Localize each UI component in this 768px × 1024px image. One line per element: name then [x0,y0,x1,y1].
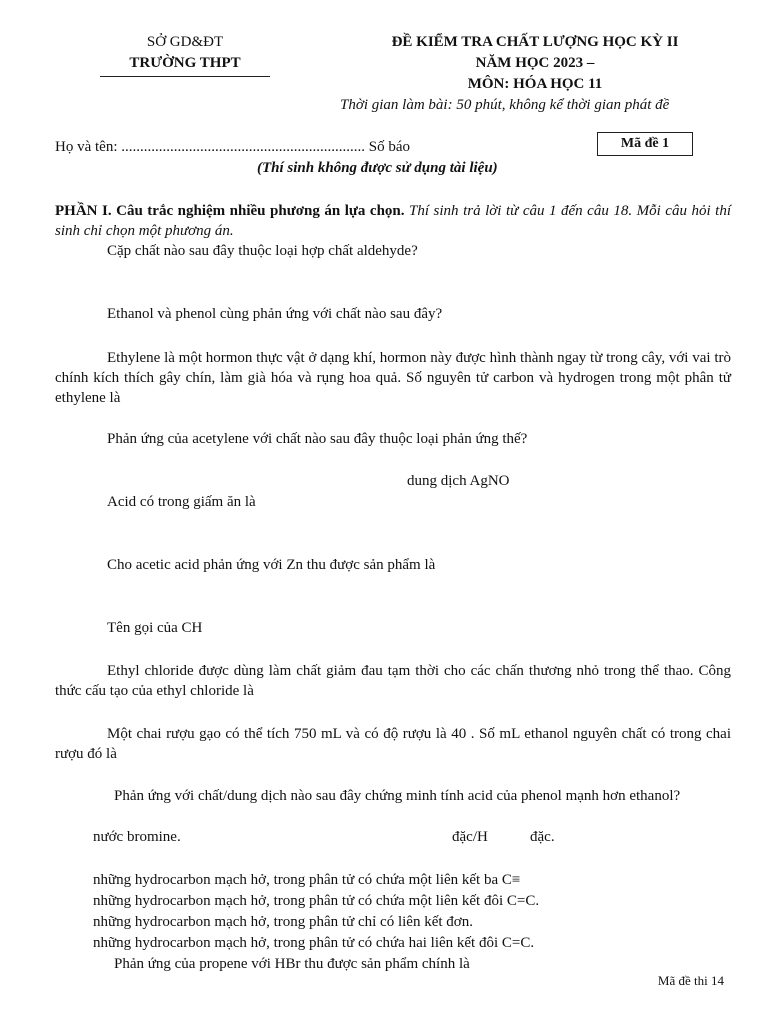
question-11-option: những hydrocarbon mạch hở, trong phân tử chỉ có liên kết đơn. [93,914,473,930]
question-11-option: những hydrocarbon mạch hở, trong phân tử có chứa một liên kết đôi C=C. [93,893,540,909]
school-name: TRƯỜNG THPT [129,55,241,71]
exam-title: ĐỀ KIỂM TRA CHẤT LƯỢNG HỌC KỲ II [391,34,679,50]
question-10-option-c: đặc. [530,829,555,845]
question-10: Phản ứng với chất/dung dịch nào sau đây chứng minh tính acid của phenol mạnh hơn ethanol? [114,788,681,804]
question-8: Ethyl chloride được dùng làm chất giảm đau tạm thời cho các chấn thương nhỏ trong thể thao. Công thức cấu tạo của ethyl chloride là [55,663,731,699]
question-4: Phản ứng của acetylene với chất nào sau đây thuộc loại phản ứng thế? [107,431,528,447]
question-10-option-b: đặc/H [452,829,488,845]
question-11-option: những hydrocarbon mạch hở, trong phân tử có chứa một liên kết ba C≡ [93,872,521,888]
department-name: SỞ GD&ĐT [146,34,224,50]
question-3: Ethylene là một hormon thực vật ở dạng khí, hormon này được hình thành ngay từ trong cây, với vai trò chính kích thích gây chín, làm già hóa và rụng hoa quả. Số nguyên tử carbon và hydrogen trong một phân tử ethylene là [55,350,731,406]
question-4-option: dung dịch AgNO [407,473,510,489]
header-divider [100,76,270,77]
question-6: Cho acetic acid phản ứng với Zn thu được sản phẩm là [107,557,436,573]
question-12: Phản ứng của propene với HBr thu được sản phẩm chính là [114,956,470,972]
no-materials-notice: (Thí sinh không được sử dụng tài liệu) [257,160,498,176]
question-7: Tên gọi của CH [107,620,203,636]
part1-title: PHẦN I. Câu trắc nghiệm nhiều phương án lựa chọn. [55,203,405,219]
candidate-name-field: Họ và tên: ................................................................. Số báo [55,139,410,155]
question-5: Acid có trong giấm ăn là [107,494,256,510]
part1-heading [55,201,731,241]
question-2: Ethanol và phenol cùng phản ứng với chất nào sau đây? [107,306,443,322]
school-year: NĂM HỌC 2023 – [475,55,595,71]
question-10-option-a: nước bromine. [93,829,181,845]
question-9: Một chai rượu gạo có thể tích 750 mL và có độ rượu là 40 . Số mL ethanol nguyên chất có trong chai rượu đó là [55,726,731,762]
part1-instruction: Thí sinh trả lời từ câu 1 đến câu 18. Mỗi câu hỏi thí sinh chỉ chọn một phương án. [55,203,731,239]
exam-duration: Thời gian làm bài: 50 phút, không kể thời gian phát đề [340,97,670,113]
question-11-option: những hydrocarbon mạch hở, trong phân tử có chứa hai liên kết đôi C=C. [93,935,535,951]
question-1: Cặp chất nào sau đây thuộc loại hợp chất aldehyde? [107,243,418,259]
subject: MÔN: HÓA HỌC 11 [467,76,603,92]
page-footer-code: Mã đề thi 14 [657,973,724,988]
exam-code-box: Mã đề 1 [597,132,693,156]
